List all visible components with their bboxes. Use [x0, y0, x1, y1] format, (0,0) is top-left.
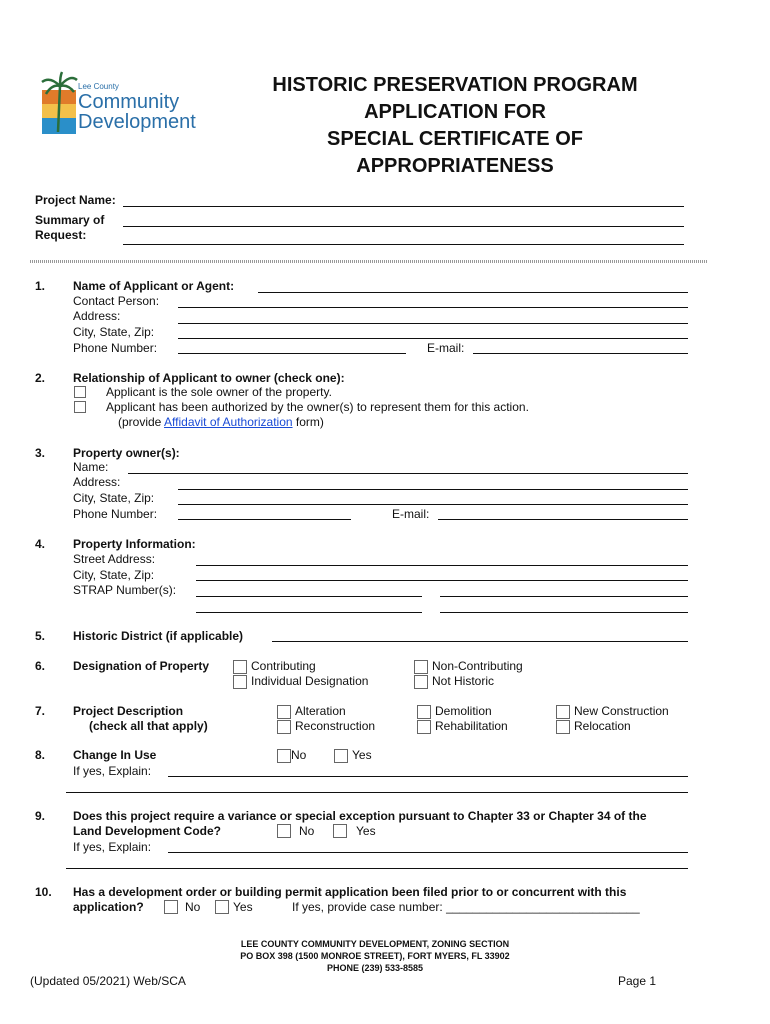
street-address-field[interactable]	[196, 565, 688, 566]
s7-o4-label: Rehabilitation	[435, 719, 508, 733]
s7-number: 7.	[35, 704, 46, 718]
s6-o3-label: Non-Contributing	[432, 659, 523, 673]
non-contributing-checkbox[interactable]	[414, 660, 428, 674]
title-line-1: HISTORIC PRESERVATION PROGRAM	[272, 74, 638, 96]
summary-label-2: Request:	[35, 228, 87, 242]
s2-opt2-label: Applicant has been authorized by the owner(s) to represent them for this action.	[106, 400, 529, 414]
s6-o2-label: Individual Designation	[251, 674, 369, 688]
s6-number: 6.	[35, 659, 46, 673]
s8-explain-label: If yes, Explain:	[73, 764, 152, 778]
s10-no-label: No	[185, 900, 201, 914]
s10-question-1: Has a development order or building permit application been filed prior to or concurrent with this	[73, 885, 627, 899]
sole-owner-checkbox[interactable]	[74, 386, 86, 398]
s1-phone-label: Phone Number:	[73, 341, 158, 355]
contributing-checkbox[interactable]	[233, 660, 247, 674]
s3-phone-label: Phone Number:	[73, 507, 158, 521]
s6-o4-label: Not Historic	[432, 674, 495, 688]
change-use-yes-checkbox[interactable]	[334, 749, 348, 763]
updated-note: (Updated 05/2021) Web/SCA	[30, 974, 186, 988]
project-name-label: Project Name:	[35, 193, 116, 207]
strap-field-2[interactable]	[440, 596, 688, 597]
strap-field-3[interactable]	[196, 612, 422, 613]
s1-city-label: City, State, Zip:	[73, 325, 155, 339]
s3-name-label: Name:	[73, 460, 109, 474]
s4-street-label: Street Address:	[73, 552, 156, 566]
s10-question-2: application?	[73, 900, 144, 914]
footer-line-1: LEE COUNTY COMMUNITY DEVELOPMENT, ZONING SECTION	[240, 939, 510, 949]
logo-line2: Development	[78, 111, 196, 133]
s2-provide-post: form)	[295, 415, 324, 429]
s5-title: Historic District (if applicable)	[73, 629, 244, 643]
s1-city-field[interactable]	[178, 338, 688, 339]
s7-o2-label: Reconstruction	[295, 719, 376, 733]
not-historic-checkbox[interactable]	[414, 675, 428, 689]
variance-no-checkbox[interactable]	[277, 824, 291, 838]
section-separator	[30, 260, 708, 263]
s2-opt1-label: Applicant is the sole owner of the property.	[106, 385, 332, 399]
page-number: Page 1	[618, 974, 657, 988]
footer-line-2: PO BOX 398 (1500 MONROE STREET), FORT MYERS, FL 33902	[240, 951, 510, 961]
s9-yes-label: Yes	[356, 824, 376, 838]
s4-city-label: City, State, Zip:	[73, 568, 155, 582]
s8-explain-field-2[interactable]	[66, 792, 688, 793]
s1-email-label: E-mail:	[427, 341, 465, 355]
s3-email-field[interactable]	[438, 519, 688, 520]
summary-field-1[interactable]	[123, 226, 684, 227]
authorized-checkbox[interactable]	[74, 401, 86, 413]
s9-explain-field-2[interactable]	[66, 868, 688, 869]
permit-yes-checkbox[interactable]	[215, 900, 229, 914]
summary-label-1: Summary of	[35, 213, 105, 227]
applicant-name-field[interactable]	[258, 292, 688, 293]
s3-address-field[interactable]	[178, 489, 688, 490]
s7-title-2: (check all that apply)	[89, 719, 208, 733]
s3-address-label: Address:	[73, 475, 121, 489]
s3-number: 3.	[35, 446, 46, 460]
s7-title-1: Project Description	[73, 704, 184, 718]
owner-name-field[interactable]	[128, 473, 688, 474]
historic-district-field[interactable]	[272, 641, 688, 642]
demolition-checkbox[interactable]	[417, 705, 431, 719]
palm-tree-icon	[40, 70, 78, 134]
reconstruction-checkbox[interactable]	[277, 720, 291, 734]
s6-o1-label: Contributing	[251, 659, 316, 673]
permit-no-checkbox[interactable]	[164, 900, 178, 914]
s9-number: 9.	[35, 809, 46, 823]
s4-number: 4.	[35, 537, 46, 551]
s10-case-label: If yes, provide case number: _____________________________	[292, 900, 640, 914]
s3-phone-field[interactable]	[178, 519, 351, 520]
s8-title: Change In Use	[73, 748, 157, 762]
s7-o5-label: New Construction	[574, 704, 669, 718]
relocation-checkbox[interactable]	[556, 720, 570, 734]
s3-city-label: City, State, Zip:	[73, 491, 155, 505]
summary-field-2[interactable]	[123, 244, 684, 245]
s9-explain-label: If yes, Explain:	[73, 840, 152, 854]
s7-o3-label: Demolition	[435, 704, 492, 718]
s2-provide-pre: (provide	[118, 415, 162, 429]
s1-address-field[interactable]	[178, 323, 688, 324]
s1-address-label: Address:	[73, 309, 121, 323]
s8-no-label: No	[291, 748, 307, 762]
logo-county: Lee County	[78, 82, 119, 91]
s7-o6-label: Relocation	[574, 719, 631, 733]
logo-line1: Community	[78, 91, 180, 113]
s8-explain-field-1[interactable]	[168, 776, 688, 777]
s9-question-2: Land Development Code?	[73, 824, 222, 838]
strap-field-1[interactable]	[196, 596, 422, 597]
alteration-checkbox[interactable]	[277, 705, 291, 719]
variance-yes-checkbox[interactable]	[333, 824, 347, 838]
affidavit-link[interactable]: Affidavit of Authorization	[164, 415, 293, 429]
s9-no-label: No	[299, 824, 315, 838]
project-name-field[interactable]	[123, 206, 684, 207]
s2-provide-line	[118, 415, 324, 429]
change-use-no-checkbox[interactable]	[277, 749, 291, 763]
footer-line-3: PHONE (239) 533-8585	[326, 963, 424, 973]
new-construction-checkbox[interactable]	[556, 705, 570, 719]
s8-number: 8.	[35, 748, 46, 762]
title-line-3: SPECIAL CERTIFICATE OF	[327, 128, 583, 150]
logo	[40, 70, 210, 140]
s1-phone-field[interactable]	[178, 353, 406, 354]
s5-number: 5.	[35, 629, 46, 643]
s1-number: 1.	[35, 279, 46, 293]
s3-title: Property owner(s):	[73, 446, 180, 460]
s9-question-1: Does this project require a variance or special exception pursuant to Chapter 33 or Chapter 34 of the	[73, 809, 647, 823]
s3-email-label: E-mail:	[392, 507, 430, 521]
rehabilitation-checkbox[interactable]	[417, 720, 431, 734]
s9-explain-field-1[interactable]	[168, 852, 688, 853]
s1-contact-label: Contact Person:	[73, 294, 160, 308]
strap-field-4[interactable]	[440, 612, 688, 613]
s1-email-field[interactable]	[473, 353, 688, 354]
title-line-2: APPLICATION FOR	[364, 101, 546, 123]
s8-yes-label: Yes	[352, 748, 372, 762]
s10-yes-label: Yes	[233, 900, 253, 914]
contact-person-field[interactable]	[178, 307, 688, 308]
s4-strap-label: STRAP Number(s):	[73, 583, 177, 597]
s1-title: Name of Applicant or Agent:	[73, 279, 235, 293]
s2-number: 2.	[35, 371, 46, 385]
s4-title: Property Information:	[73, 537, 196, 551]
s4-city-field[interactable]	[196, 580, 688, 581]
s6-title: Designation of Property	[73, 659, 210, 673]
s2-title: Relationship of Applicant to owner (check one):	[73, 371, 345, 385]
title-line-4: APPROPRIATENESS	[356, 155, 554, 177]
s7-o1-label: Alteration	[295, 704, 346, 718]
s3-city-field[interactable]	[178, 504, 688, 505]
individual-designation-checkbox[interactable]	[233, 675, 247, 689]
s10-number: 10.	[35, 885, 52, 899]
